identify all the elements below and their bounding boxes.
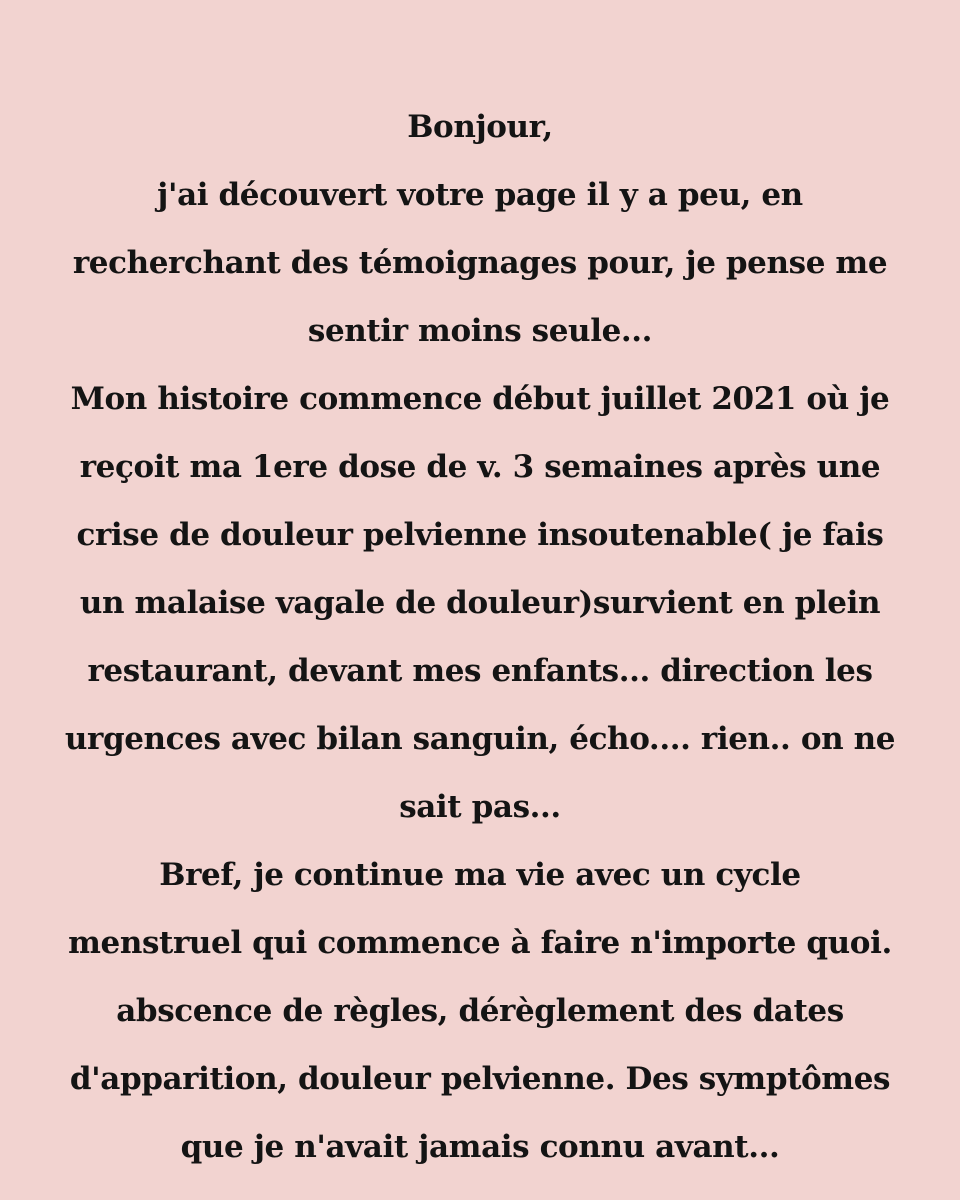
text-line: recherchant des témoignages pour, je pense me	[72, 245, 888, 281]
text-line: menstruel qui commence à faire n'importe quoi.	[68, 925, 892, 961]
testimony-text	[0, 93, 960, 1181]
text-line: Bonjour,	[407, 109, 553, 145]
text-line: un malaise vagale de douleur)survient en plein	[79, 585, 881, 621]
text-line: crise de douleur pelvienne insoutenable( je fais	[76, 517, 884, 553]
text-line: urgences avec bilan sanguin, écho.... rien.. on ne	[64, 721, 896, 757]
text-line: sait pas...	[399, 789, 561, 825]
text-line: Mon histoire commence début juillet 2021 où je	[70, 381, 890, 417]
text-line: que je n'avait jamais connu avant...	[180, 1129, 780, 1165]
text-line: abscence de règles, dérèglement des dates	[116, 993, 844, 1029]
text-line: Bref, je continue ma vie avec un cycle	[159, 857, 801, 893]
text-line: restaurant, devant mes enfants... direction les	[87, 653, 873, 689]
text-line: d'apparition, douleur pelvienne. Des symptômes	[69, 1061, 891, 1097]
text-line: reçoit ma 1ere dose de v. 3 semaines après une	[79, 449, 881, 485]
text-line: j'ai découvert votre page il y a peu, en	[157, 177, 803, 213]
text-line: sentir moins seule...	[307, 313, 653, 349]
